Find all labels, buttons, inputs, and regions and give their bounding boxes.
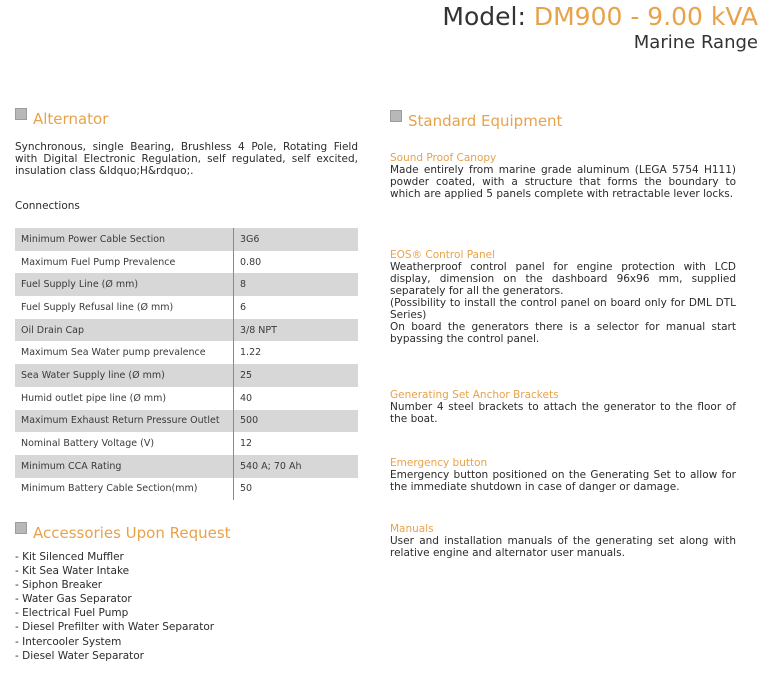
spec-value: 8 bbox=[234, 273, 359, 296]
model-title bbox=[442, 2, 758, 32]
spec-label: Humid outlet pipe line (Ø mm) bbox=[15, 387, 234, 410]
table-row bbox=[15, 319, 358, 342]
equipment-text: Made entirely from marine grade aluminum (LEGA 5754 H111) powder coated, with a structure that forms the boundary to which are applied 5 panels complete with retractable lever locks. bbox=[390, 164, 736, 200]
list-item: - Kit Silenced Muffler bbox=[15, 551, 124, 563]
table-row bbox=[15, 251, 358, 274]
table-row bbox=[15, 432, 358, 455]
spec-value: 50 bbox=[234, 478, 359, 501]
standard-equipment-heading bbox=[390, 112, 562, 130]
equipment-title: Sound Proof Canopy bbox=[390, 152, 497, 164]
equipment-text: Weatherproof control panel for engine protection with LCD display, dimension on the dashboard 96x96 mm, supplied separately for all the generators. (Possibility to install the control panel on board only for DML DTL Series) On board the generators there is a selector for manual start bypassing the control panel. bbox=[390, 261, 736, 345]
equipment-title: Manuals bbox=[390, 523, 434, 535]
alternator-title: Alternator bbox=[33, 110, 109, 128]
spec-label: Maximum Exhaust Return Pressure Outlet bbox=[15, 410, 234, 433]
table-row bbox=[15, 296, 358, 319]
model-label: Model: bbox=[442, 2, 534, 31]
list-item: - Diesel Prefilter with Water Separator bbox=[15, 621, 215, 634]
spec-value: 12 bbox=[234, 432, 359, 455]
spec-value: 1.22 bbox=[234, 341, 359, 364]
table-row bbox=[15, 455, 358, 478]
spec-value: 0.80 bbox=[234, 251, 359, 274]
accessories-list bbox=[15, 550, 214, 663]
equipment-title: Generating Set Anchor Brackets bbox=[390, 389, 559, 401]
equipment-title: Emergency button bbox=[390, 457, 488, 469]
square-bullet-icon bbox=[390, 110, 402, 122]
table-row bbox=[15, 341, 358, 364]
range-subtitle: Marine Range bbox=[633, 32, 758, 53]
equipment-text: Emergency button positioned on the Generating Set to allow for the immediate shutdown in case of danger or damage. bbox=[390, 469, 736, 493]
table-row bbox=[15, 273, 358, 296]
table-row bbox=[15, 410, 358, 433]
equipment-section-emergency-button bbox=[390, 457, 736, 493]
alternator-heading bbox=[15, 110, 108, 128]
equipment-text: User and installation manuals of the generating set along with relative engine and alternator user manuals. bbox=[390, 535, 736, 559]
list-item: - Intercooler System bbox=[15, 635, 122, 648]
spec-value: 3/8 NPT bbox=[234, 319, 359, 342]
spec-label: Maximum Fuel Pump Prevalence bbox=[15, 251, 234, 274]
accessories-heading bbox=[15, 524, 231, 542]
spec-label: Nominal Battery Voltage (V) bbox=[15, 432, 234, 455]
spec-value: 540 A; 70 Ah bbox=[234, 455, 359, 478]
spec-value: 500 bbox=[234, 410, 359, 433]
spec-label: Minimum Power Cable Section bbox=[15, 228, 234, 251]
alternator-description: Synchronous, single Bearing, Brushless 4 Pole, Rotating Field with Digital Electronic Regulation, self regulated, self excited, insulation class &ldquo;H&rdquo;. bbox=[15, 141, 358, 177]
square-bullet-icon bbox=[15, 522, 27, 534]
equipment-text: Number 4 steel brackets to attach the generator to the floor of the boat. bbox=[390, 401, 736, 425]
square-bullet-icon bbox=[15, 108, 27, 120]
equipment-section-anchor-brackets bbox=[390, 389, 736, 425]
table-row bbox=[15, 228, 358, 251]
connections-label: Connections bbox=[15, 200, 80, 212]
spec-label: Minimum Battery Cable Section(mm) bbox=[15, 478, 234, 501]
accessories-title: Accessories Upon Request bbox=[33, 524, 231, 542]
spec-label: Sea Water Supply line (Ø mm) bbox=[15, 364, 234, 387]
equipment-section-manuals bbox=[390, 523, 736, 559]
standard-equipment-title: Standard Equipment bbox=[408, 112, 563, 130]
document-header bbox=[442, 2, 758, 54]
spec-value: 25 bbox=[234, 364, 359, 387]
spec-value: 6 bbox=[234, 296, 359, 319]
table-row bbox=[15, 478, 358, 501]
table-row bbox=[15, 364, 358, 387]
list-item: - Siphon Breaker bbox=[15, 579, 103, 592]
list-item: - Electrical Fuel Pump bbox=[15, 607, 129, 620]
list-item: - Kit Sea Water Intake bbox=[15, 565, 130, 578]
spec-label: Minimum CCA Rating bbox=[15, 455, 234, 478]
list-item: - Water Gas Separator bbox=[15, 593, 132, 606]
equipment-title: EOS® Control Panel bbox=[390, 249, 496, 261]
connections-table bbox=[15, 228, 358, 500]
list-item: - Diesel Water Separator bbox=[15, 649, 144, 662]
model-name: DM900 - 9.00 kVA bbox=[533, 2, 758, 31]
spec-value: 3G6 bbox=[234, 228, 359, 251]
spec-label: Maximum Sea Water pump prevalence bbox=[15, 341, 234, 364]
spec-label: Fuel Supply Refusal line (Ø mm) bbox=[15, 296, 234, 319]
spec-value: 40 bbox=[234, 387, 359, 410]
spec-label: Fuel Supply Line (Ø mm) bbox=[15, 273, 234, 296]
table-row bbox=[15, 387, 358, 410]
equipment-section-canopy bbox=[390, 152, 736, 200]
spec-label: Oil Drain Cap bbox=[15, 319, 234, 342]
equipment-section-control-panel bbox=[390, 249, 736, 345]
